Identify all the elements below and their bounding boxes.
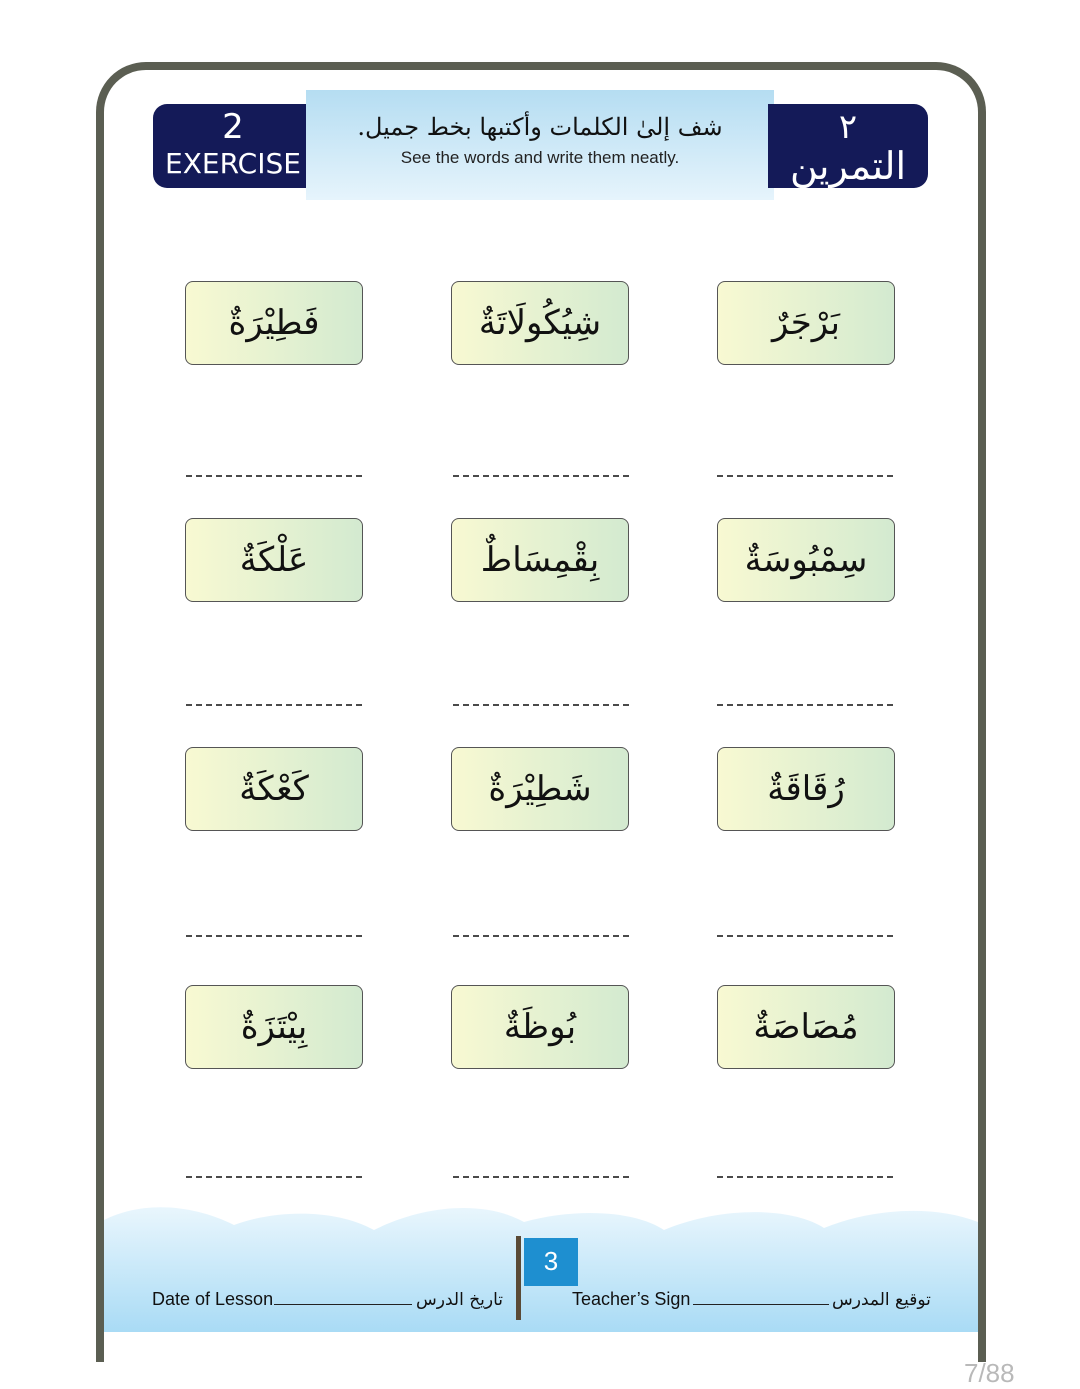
flag-pole: [516, 1236, 521, 1320]
writing-line[interactable]: [453, 475, 629, 477]
exercise-label-en: EXERCISE: [165, 147, 301, 180]
exercise-label-ar: التمرين: [789, 144, 907, 188]
word-card: [717, 985, 895, 1069]
word-text: شَطِيْرَةٌ: [488, 769, 592, 809]
word-card: [717, 281, 895, 365]
writing-line[interactable]: [186, 935, 362, 937]
word-card: [451, 985, 629, 1069]
writing-line[interactable]: [453, 935, 629, 937]
exercise-badge-en: [153, 104, 313, 188]
sign-line[interactable]: [693, 1304, 829, 1305]
writing-line[interactable]: [453, 1176, 629, 1178]
date-label-ar: تاريخ الدرس: [416, 1290, 504, 1310]
date-line[interactable]: [274, 1304, 412, 1305]
word-text: عَلْكَةٌ: [239, 540, 309, 580]
instruction-banner: [306, 90, 774, 200]
sign-label-en: Teacher’s Sign: [572, 1289, 691, 1309]
instruction-arabic: شف إلىٰ الكلمات وأكتبها بخط جميل.: [357, 113, 723, 141]
word-card: [185, 985, 363, 1069]
exercise-badge-ar: [768, 104, 928, 188]
writing-line[interactable]: [186, 704, 362, 706]
page-fraction: 7/88: [964, 1358, 1015, 1388]
word-card: [185, 518, 363, 602]
word-text: بُوظَةٌ: [503, 1007, 577, 1047]
instruction-english: See the words and write them neatly.: [400, 148, 680, 167]
word-text: شِيُكُولَاتَةٌ: [478, 303, 602, 343]
writing-line[interactable]: [717, 1176, 893, 1178]
word-text: بِقْمِسَاطٌ: [480, 540, 600, 580]
word-card: [451, 747, 629, 831]
writing-line[interactable]: [186, 1176, 362, 1178]
word-card: [451, 518, 629, 602]
writing-line[interactable]: [453, 704, 629, 706]
word-text: فَطِيْرَةٌ: [228, 303, 320, 343]
word-card: [185, 747, 363, 831]
word-text: كَعْكَةٌ: [239, 769, 309, 809]
writing-line[interactable]: [717, 935, 893, 937]
sign-label-ar: توقيع المدرس: [832, 1290, 931, 1310]
word-text: رُقَاقَةٌ: [767, 769, 845, 809]
word-text: بِيْتَزَةٌ: [240, 1007, 308, 1047]
word-card: [717, 518, 895, 602]
page-frame: [96, 62, 986, 1362]
exercise-number-en: 2: [222, 107, 244, 147]
writing-line[interactable]: [186, 475, 362, 477]
word-card: [185, 281, 363, 365]
date-label-en: Date of Lesson: [152, 1289, 274, 1309]
word-text: مُصَاصَةٌ: [753, 1007, 859, 1047]
word-text: بَرْجَرٌ: [772, 303, 840, 343]
writing-line[interactable]: [717, 475, 893, 477]
word-card: [717, 747, 895, 831]
page-number-flag: 3: [524, 1238, 578, 1286]
exercise-number-ar: ٢: [838, 107, 858, 147]
word-card: [451, 281, 629, 365]
writing-line[interactable]: [717, 704, 893, 706]
word-text: سِمْبُوسَةٌ: [744, 540, 868, 580]
